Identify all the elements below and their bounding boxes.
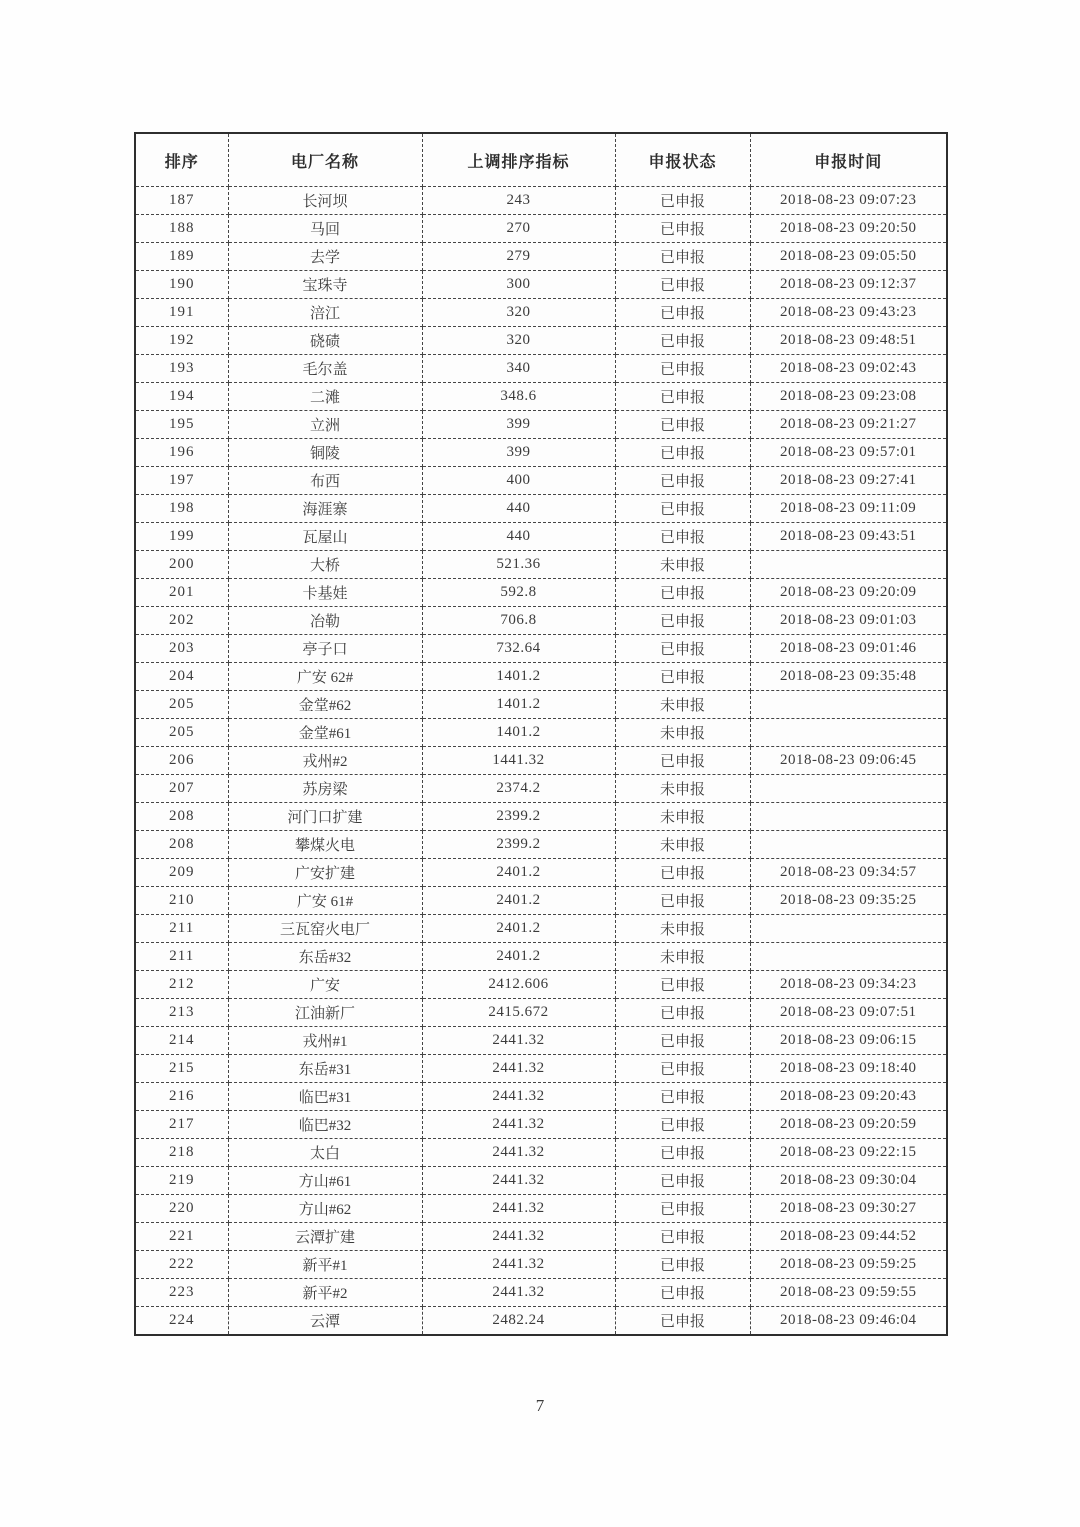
table-row bbox=[135, 1251, 947, 1279]
status-cell: 已申报 bbox=[615, 327, 750, 355]
indicator-cell: 2441.32 bbox=[422, 1195, 615, 1223]
rank-cell: 205 bbox=[135, 719, 228, 747]
indicator-cell: 1441.32 bbox=[422, 747, 615, 775]
table-row bbox=[135, 299, 947, 327]
table-row bbox=[135, 495, 947, 523]
rank-cell: 199 bbox=[135, 523, 228, 551]
rank-cell: 210 bbox=[135, 887, 228, 915]
indicator-cell: 440 bbox=[422, 495, 615, 523]
rank-cell: 197 bbox=[135, 467, 228, 495]
indicator-cell: 2412.606 bbox=[422, 971, 615, 999]
page-number: 7 bbox=[535, 1396, 545, 1415]
plant-name-cell: 苏房梁 bbox=[228, 775, 422, 803]
table-row bbox=[135, 691, 947, 719]
plant-name-cell: 冶勒 bbox=[228, 607, 422, 635]
plant-name-cell: 临巴#32 bbox=[228, 1111, 422, 1139]
status-cell: 已申报 bbox=[615, 999, 750, 1027]
plant-name-cell: 戎州#2 bbox=[228, 747, 422, 775]
status-cell: 未申报 bbox=[615, 915, 750, 943]
table-row bbox=[135, 523, 947, 551]
indicator-cell: 732.64 bbox=[422, 635, 615, 663]
table-row bbox=[135, 635, 947, 663]
rank-cell: 215 bbox=[135, 1055, 228, 1083]
ranking-table bbox=[134, 132, 948, 1336]
indicator-cell: 2401.2 bbox=[422, 943, 615, 971]
table-row bbox=[135, 383, 947, 411]
time-cell: 2018-08-23 09:59:25 bbox=[750, 1251, 947, 1279]
time-cell: 2018-08-23 09:12:37 bbox=[750, 271, 947, 299]
time-cell: 2018-08-23 09:30:04 bbox=[750, 1167, 947, 1195]
status-cell: 已申报 bbox=[615, 215, 750, 243]
rank-cell: 223 bbox=[135, 1279, 228, 1307]
table-row bbox=[135, 971, 947, 999]
plant-name-cell: 新平#2 bbox=[228, 1279, 422, 1307]
table-row bbox=[135, 215, 947, 243]
time-cell: 2018-08-23 09:23:08 bbox=[750, 383, 947, 411]
plant-name-header: 电厂名称 bbox=[228, 133, 422, 187]
time-cell bbox=[750, 943, 947, 971]
rank-cell: 203 bbox=[135, 635, 228, 663]
rank-cell: 214 bbox=[135, 1027, 228, 1055]
plant-name-cell: 金堂#62 bbox=[228, 691, 422, 719]
table-row bbox=[135, 859, 947, 887]
plant-name-cell: 广安 61# bbox=[228, 887, 422, 915]
plant-name-cell: 东岳#32 bbox=[228, 943, 422, 971]
time-header: 申报时间 bbox=[750, 133, 947, 187]
rank-cell: 211 bbox=[135, 915, 228, 943]
time-cell: 2018-08-23 09:34:23 bbox=[750, 971, 947, 999]
indicator-cell: 2441.32 bbox=[422, 1223, 615, 1251]
table-row bbox=[135, 187, 947, 215]
status-cell: 已申报 bbox=[615, 1167, 750, 1195]
plant-name-cell: 去学 bbox=[228, 243, 422, 271]
plant-name-cell: 马回 bbox=[228, 215, 422, 243]
table-row bbox=[135, 243, 947, 271]
indicator-cell: 320 bbox=[422, 299, 615, 327]
status-cell: 未申报 bbox=[615, 803, 750, 831]
status-cell: 未申报 bbox=[615, 691, 750, 719]
status-cell: 已申报 bbox=[615, 579, 750, 607]
plant-name-cell: 金堂#61 bbox=[228, 719, 422, 747]
table-row bbox=[135, 1223, 947, 1251]
plant-name-cell: 铜陵 bbox=[228, 439, 422, 467]
indicator-cell: 348.6 bbox=[422, 383, 615, 411]
rank-cell: 208 bbox=[135, 831, 228, 859]
time-cell: 2018-08-23 09:20:50 bbox=[750, 215, 947, 243]
time-cell: 2018-08-23 09:01:03 bbox=[750, 607, 947, 635]
status-cell: 已申报 bbox=[615, 635, 750, 663]
time-cell bbox=[750, 803, 947, 831]
plant-name-cell: 海涯寨 bbox=[228, 495, 422, 523]
plant-name-cell: 广安扩建 bbox=[228, 859, 422, 887]
status-cell: 已申报 bbox=[615, 1083, 750, 1111]
time-cell: 2018-08-23 09:43:51 bbox=[750, 523, 947, 551]
status-cell: 已申报 bbox=[615, 439, 750, 467]
plant-name-cell: 新平#1 bbox=[228, 1251, 422, 1279]
plant-name-cell: 瓦屋山 bbox=[228, 523, 422, 551]
time-cell: 2018-08-23 09:21:27 bbox=[750, 411, 947, 439]
rank-cell: 196 bbox=[135, 439, 228, 467]
plant-name-cell: 河门口扩建 bbox=[228, 803, 422, 831]
plant-name-cell: 方山#61 bbox=[228, 1167, 422, 1195]
rank-cell: 200 bbox=[135, 551, 228, 579]
plant-name-cell: 三瓦窑火电厂 bbox=[228, 915, 422, 943]
time-cell: 2018-08-23 09:59:55 bbox=[750, 1279, 947, 1307]
rank-header: 排序 bbox=[135, 133, 228, 187]
rank-cell: 188 bbox=[135, 215, 228, 243]
indicator-cell: 2441.32 bbox=[422, 1139, 615, 1167]
status-cell: 已申报 bbox=[615, 1027, 750, 1055]
table-row bbox=[135, 271, 947, 299]
time-cell bbox=[750, 551, 947, 579]
table-row bbox=[135, 1307, 947, 1336]
rank-cell: 220 bbox=[135, 1195, 228, 1223]
plant-name-cell: 攀煤火电 bbox=[228, 831, 422, 859]
rank-cell: 217 bbox=[135, 1111, 228, 1139]
table-row bbox=[135, 803, 947, 831]
table-row bbox=[135, 1083, 947, 1111]
status-cell: 已申报 bbox=[615, 859, 750, 887]
plant-name-cell: 临巴#31 bbox=[228, 1083, 422, 1111]
time-cell: 2018-08-23 09:01:46 bbox=[750, 635, 947, 663]
table-row bbox=[135, 747, 947, 775]
indicator-cell: 2441.32 bbox=[422, 1279, 615, 1307]
rank-cell: 202 bbox=[135, 607, 228, 635]
time-cell: 2018-08-23 09:43:23 bbox=[750, 299, 947, 327]
rank-cell: 193 bbox=[135, 355, 228, 383]
time-cell: 2018-08-23 09:11:09 bbox=[750, 495, 947, 523]
table-row bbox=[135, 467, 947, 495]
indicator-cell: 2399.2 bbox=[422, 803, 615, 831]
plant-name-cell: 卡基娃 bbox=[228, 579, 422, 607]
status-cell: 已申报 bbox=[615, 1195, 750, 1223]
rank-cell: 192 bbox=[135, 327, 228, 355]
table-row bbox=[135, 411, 947, 439]
indicator-header: 上调排序指标 bbox=[422, 133, 615, 187]
status-cell: 已申报 bbox=[615, 1251, 750, 1279]
time-cell: 2018-08-23 09:02:43 bbox=[750, 355, 947, 383]
indicator-cell: 2441.32 bbox=[422, 1111, 615, 1139]
plant-name-cell: 长河坝 bbox=[228, 187, 422, 215]
table-row bbox=[135, 943, 947, 971]
status-cell: 已申报 bbox=[615, 1139, 750, 1167]
table-row bbox=[135, 999, 947, 1027]
indicator-cell: 2441.32 bbox=[422, 1083, 615, 1111]
time-cell: 2018-08-23 09:22:15 bbox=[750, 1139, 947, 1167]
indicator-cell: 2441.32 bbox=[422, 1055, 615, 1083]
plant-name-cell: 方山#62 bbox=[228, 1195, 422, 1223]
indicator-cell: 2415.672 bbox=[422, 999, 615, 1027]
rank-cell: 207 bbox=[135, 775, 228, 803]
status-header: 申报状态 bbox=[615, 133, 750, 187]
table-row bbox=[135, 355, 947, 383]
indicator-cell: 1401.2 bbox=[422, 691, 615, 719]
table-row bbox=[135, 1139, 947, 1167]
header-row bbox=[135, 133, 947, 187]
status-cell: 未申报 bbox=[615, 775, 750, 803]
table-header bbox=[135, 133, 947, 187]
plant-name-cell: 硗碛 bbox=[228, 327, 422, 355]
table-row bbox=[135, 439, 947, 467]
time-cell: 2018-08-23 09:07:51 bbox=[750, 999, 947, 1027]
plant-name-cell: 东岳#31 bbox=[228, 1055, 422, 1083]
plant-name-cell: 亭子口 bbox=[228, 635, 422, 663]
time-cell bbox=[750, 691, 947, 719]
status-cell: 已申报 bbox=[615, 1055, 750, 1083]
indicator-cell: 2441.32 bbox=[422, 1251, 615, 1279]
table-body bbox=[135, 187, 947, 1336]
table-row bbox=[135, 551, 947, 579]
status-cell: 未申报 bbox=[615, 943, 750, 971]
rank-cell: 205 bbox=[135, 691, 228, 719]
plant-name-cell: 二滩 bbox=[228, 383, 422, 411]
table-row bbox=[135, 831, 947, 859]
rank-cell: 219 bbox=[135, 1167, 228, 1195]
time-cell: 2018-08-23 09:57:01 bbox=[750, 439, 947, 467]
rank-cell: 218 bbox=[135, 1139, 228, 1167]
indicator-cell: 2399.2 bbox=[422, 831, 615, 859]
table-row bbox=[135, 327, 947, 355]
indicator-cell: 592.8 bbox=[422, 579, 615, 607]
rank-cell: 194 bbox=[135, 383, 228, 411]
rank-cell: 211 bbox=[135, 943, 228, 971]
indicator-cell: 279 bbox=[422, 243, 615, 271]
status-cell: 已申报 bbox=[615, 383, 750, 411]
rank-cell: 224 bbox=[135, 1307, 228, 1336]
time-cell: 2018-08-23 09:07:23 bbox=[750, 187, 947, 215]
rank-cell: 221 bbox=[135, 1223, 228, 1251]
time-cell: 2018-08-23 09:20:09 bbox=[750, 579, 947, 607]
time-cell: 2018-08-23 09:35:48 bbox=[750, 663, 947, 691]
indicator-cell: 2441.32 bbox=[422, 1167, 615, 1195]
plant-name-cell: 云潭 bbox=[228, 1307, 422, 1336]
time-cell bbox=[750, 915, 947, 943]
time-cell: 2018-08-23 09:30:27 bbox=[750, 1195, 947, 1223]
status-cell: 未申报 bbox=[615, 551, 750, 579]
indicator-cell: 706.8 bbox=[422, 607, 615, 635]
time-cell bbox=[750, 775, 947, 803]
time-cell bbox=[750, 831, 947, 859]
status-cell: 已申报 bbox=[615, 355, 750, 383]
status-cell: 已申报 bbox=[615, 271, 750, 299]
status-cell: 已申报 bbox=[615, 1307, 750, 1336]
rank-cell: 208 bbox=[135, 803, 228, 831]
table-row bbox=[135, 775, 947, 803]
time-cell: 2018-08-23 09:05:50 bbox=[750, 243, 947, 271]
table-row bbox=[135, 1111, 947, 1139]
rank-cell: 190 bbox=[135, 271, 228, 299]
status-cell: 已申报 bbox=[615, 523, 750, 551]
rank-cell: 187 bbox=[135, 187, 228, 215]
plant-name-cell: 布西 bbox=[228, 467, 422, 495]
time-cell: 2018-08-23 09:46:04 bbox=[750, 1307, 947, 1336]
indicator-cell: 399 bbox=[422, 439, 615, 467]
table-row bbox=[135, 663, 947, 691]
time-cell: 2018-08-23 09:44:52 bbox=[750, 1223, 947, 1251]
table-row bbox=[135, 1027, 947, 1055]
status-cell: 已申报 bbox=[615, 1111, 750, 1139]
status-cell: 已申报 bbox=[615, 299, 750, 327]
plant-name-cell: 大桥 bbox=[228, 551, 422, 579]
indicator-cell: 2401.2 bbox=[422, 859, 615, 887]
time-cell: 2018-08-23 09:18:40 bbox=[750, 1055, 947, 1083]
indicator-cell: 440 bbox=[422, 523, 615, 551]
status-cell: 已申报 bbox=[615, 243, 750, 271]
time-cell: 2018-08-23 09:06:45 bbox=[750, 747, 947, 775]
indicator-cell: 243 bbox=[422, 187, 615, 215]
status-cell: 未申报 bbox=[615, 831, 750, 859]
rank-cell: 189 bbox=[135, 243, 228, 271]
rank-cell: 222 bbox=[135, 1251, 228, 1279]
plant-name-cell: 宝珠寺 bbox=[228, 271, 422, 299]
rank-cell: 216 bbox=[135, 1083, 228, 1111]
status-cell: 已申报 bbox=[615, 495, 750, 523]
status-cell: 已申报 bbox=[615, 187, 750, 215]
indicator-cell: 400 bbox=[422, 467, 615, 495]
status-cell: 已申报 bbox=[615, 887, 750, 915]
status-cell: 已申报 bbox=[615, 1223, 750, 1251]
rank-cell: 201 bbox=[135, 579, 228, 607]
table-row bbox=[135, 1279, 947, 1307]
indicator-cell: 521.36 bbox=[422, 551, 615, 579]
status-cell: 已申报 bbox=[615, 747, 750, 775]
indicator-cell: 1401.2 bbox=[422, 663, 615, 691]
plant-name-cell: 立洲 bbox=[228, 411, 422, 439]
indicator-cell: 2482.24 bbox=[422, 1307, 615, 1336]
rank-cell: 198 bbox=[135, 495, 228, 523]
plant-name-cell: 毛尔盖 bbox=[228, 355, 422, 383]
table-row bbox=[135, 719, 947, 747]
status-cell: 未申报 bbox=[615, 719, 750, 747]
ranking-table-container bbox=[134, 132, 946, 1336]
time-cell bbox=[750, 719, 947, 747]
time-cell: 2018-08-23 09:35:25 bbox=[750, 887, 947, 915]
plant-name-cell: 广安 bbox=[228, 971, 422, 999]
table-row bbox=[135, 1195, 947, 1223]
indicator-cell: 300 bbox=[422, 271, 615, 299]
indicator-cell: 2441.32 bbox=[422, 1027, 615, 1055]
indicator-cell: 399 bbox=[422, 411, 615, 439]
rank-cell: 213 bbox=[135, 999, 228, 1027]
time-cell: 2018-08-23 09:20:43 bbox=[750, 1083, 947, 1111]
status-cell: 已申报 bbox=[615, 971, 750, 999]
plant-name-cell: 太白 bbox=[228, 1139, 422, 1167]
table-row bbox=[135, 887, 947, 915]
time-cell: 2018-08-23 09:20:59 bbox=[750, 1111, 947, 1139]
table-row bbox=[135, 915, 947, 943]
status-cell: 已申报 bbox=[615, 607, 750, 635]
plant-name-cell: 戎州#1 bbox=[228, 1027, 422, 1055]
rank-cell: 212 bbox=[135, 971, 228, 999]
table-row bbox=[135, 1167, 947, 1195]
status-cell: 已申报 bbox=[615, 411, 750, 439]
table-row bbox=[135, 1055, 947, 1083]
indicator-cell: 340 bbox=[422, 355, 615, 383]
rank-cell: 206 bbox=[135, 747, 228, 775]
time-cell: 2018-08-23 09:48:51 bbox=[750, 327, 947, 355]
indicator-cell: 320 bbox=[422, 327, 615, 355]
plant-name-cell: 江油新厂 bbox=[228, 999, 422, 1027]
indicator-cell: 2401.2 bbox=[422, 915, 615, 943]
status-cell: 已申报 bbox=[615, 467, 750, 495]
status-cell: 已申报 bbox=[615, 663, 750, 691]
plant-name-cell: 云潭扩建 bbox=[228, 1223, 422, 1251]
rank-cell: 195 bbox=[135, 411, 228, 439]
status-cell: 已申报 bbox=[615, 1279, 750, 1307]
table-row bbox=[135, 579, 947, 607]
time-cell: 2018-08-23 09:27:41 bbox=[750, 467, 947, 495]
indicator-cell: 2401.2 bbox=[422, 887, 615, 915]
plant-name-cell: 广安 62# bbox=[228, 663, 422, 691]
time-cell: 2018-08-23 09:34:57 bbox=[750, 859, 947, 887]
rank-cell: 204 bbox=[135, 663, 228, 691]
indicator-cell: 270 bbox=[422, 215, 615, 243]
rank-cell: 209 bbox=[135, 859, 228, 887]
indicator-cell: 2374.2 bbox=[422, 775, 615, 803]
table-row bbox=[135, 607, 947, 635]
indicator-cell: 1401.2 bbox=[422, 719, 615, 747]
plant-name-cell: 涪江 bbox=[228, 299, 422, 327]
time-cell: 2018-08-23 09:06:15 bbox=[750, 1027, 947, 1055]
rank-cell: 191 bbox=[135, 299, 228, 327]
